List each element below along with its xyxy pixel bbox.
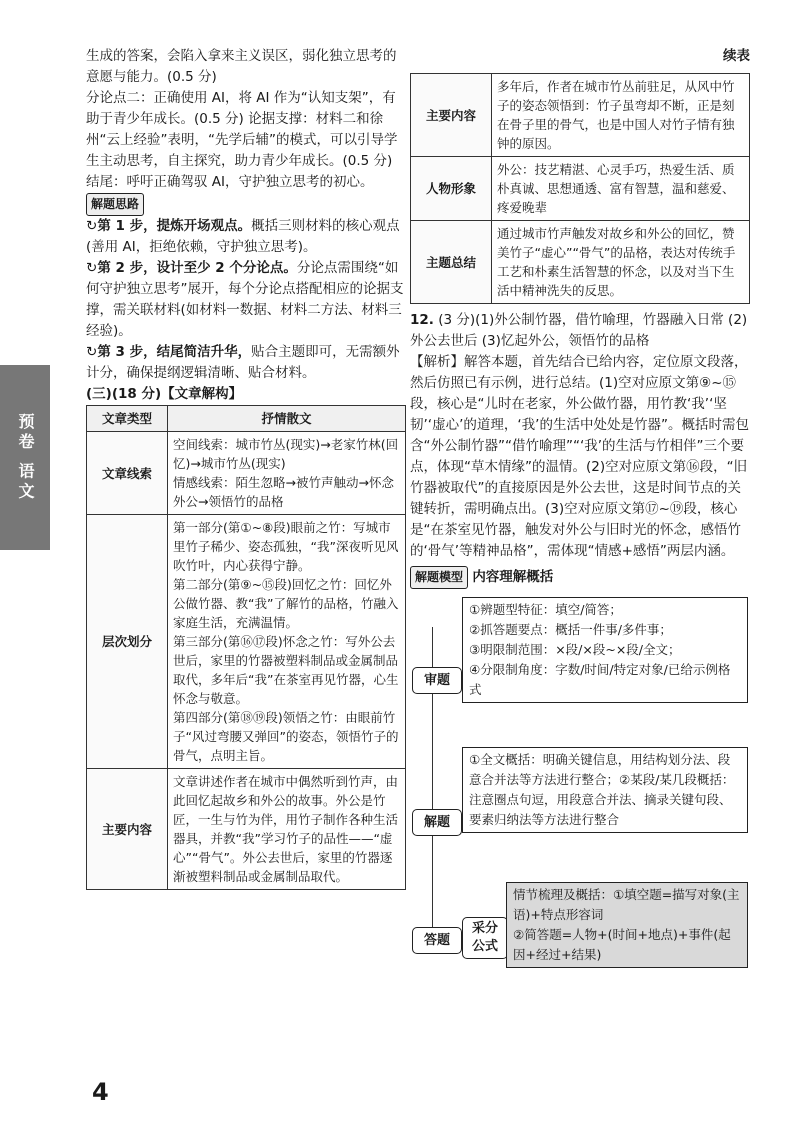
solution-idea-badge: 解题思路 [86,193,144,216]
shenti-line: ①辨题型特征：填空/简答； [469,602,622,617]
shenti-box [462,597,748,703]
method-diagram [410,597,750,987]
table-row [411,221,750,304]
row-text: 第一部分(第①~⑧段)眼前之竹：写城市里竹子稀少、姿态孤独，“我”深夜听见风吹竹叶，内心获得宁静。 第二部分(第⑨~⑮段)回忆之竹：回忆外公做竹器、教“我”了解竹的品格，竹融入家庭生活，充满温情。 第三部分(第⑯⑰段)怀念之竹：写外公去世后，家里的竹器被塑料制品或金属制品取代，多年后“我”在茶室再见竹器，心生怀念与敬意。 第四部分(第⑱⑲段)领悟之竹：由眼前竹子“风过弯腰又弹回”的姿态，领悟竹子的骨气，点明主旨。 [168,515,406,769]
dati-line: ②简答题=人物+(时间+地点)+事件(起因+经过+结果) [513,927,731,962]
step-2-body: 分论点需围绕“如何守护独立思考”展开，每个分论点搭配相应的论据支撑，需关联材料(如材料一数据、材料二方法、材料三经验)。 [86,260,404,339]
answer-paragraph-2: 分论点二：正确使用 AI，将 AI 作为“认知支架”，有助于青少年成长。(0.5 分) 论据支撑：材料二和徐州“云上经验”表明，“先学后辅”的模式，可以引导学生主动思考，自主探究，助力青少年成长。(0.5 分) [86,90,398,169]
row-label: 层次划分 [87,515,168,769]
table-row [87,515,406,769]
row-text: 空间线索：城市竹丛(现实)→老家竹林(回忆)→城市竹丛(现实) 情感线索：陌生忽略→被竹声触动→怀念外公→领悟竹的品格 [168,432,406,515]
answer-paragraph-1: 生成的答案，会陷入拿来主义误区，弱化独立思考的意愿与能力。(0.5 分) [86,48,397,85]
jieti-box [462,747,748,833]
tag-gongshi: 采分公式 [462,917,508,959]
row-label: 主要内容 [87,769,168,890]
row-label: 文章线索 [87,432,168,515]
continued-table [410,73,750,304]
dati-line: 情节梳理及概括：①填空题=描写对象(主语)+特点形容词 [513,887,740,922]
answer-paragraph-3: 结尾：呼吁正确驾驭 AI，守护独立思考的初心。 [86,174,374,190]
shenti-line: ④分限制角度：字数/时间/特定对象/已给示例格式 [469,662,731,697]
method-badge: 解题模型 [410,566,468,589]
question-12-answer: (3 分)(1)外公制竹器，借竹喻理，竹器融入日常 (2)外公去世后 (3)忆起外公，领悟竹的品格 [410,312,748,349]
section-label: (三)(18 分)【文章解构】 [86,386,243,402]
dati-box [506,882,748,968]
step-3-body: 贴合主题即可，无需额外计分，确保提纲逻辑清晰、贴合材料。 [86,344,400,381]
row-text: 通过城市竹声触发对故乡和外公的回忆，赞美竹子“虚心”“骨气”的品格，表达对传统手工艺和朴素生活智慧的怀念，以及对当下生活中精神洗失的反思。 [492,221,750,304]
right-column [410,46,750,987]
continued-label: 续表 [723,48,750,64]
method-header [410,566,750,589]
table-row [411,157,750,221]
tag-dati: 答题 [412,927,462,954]
table-header-type: 文章类型 [87,406,168,432]
row-label: 主题总结 [411,221,492,304]
method-title: 内容理解概括 [472,569,554,585]
left-column [86,46,406,890]
row-text: 外公：技艺精湛、心灵手巧，热爱生活、质朴真诚、思想通透、富有智慧，温和慈爱、疼爱晚辈 [492,157,750,221]
question-12-analysis: 【解析】解答本题，首先结合已给内容，定位原文段落，然后仿照已有示例，进行总结。(1)空对应原文第⑨~⑮段，核心是“儿时在老家，外公做竹器，用竹教‘我’‘坚韧’‘虚心’的道理，‘我’的生活中处处是竹器”。概括时需包含“外公制竹器”“借竹喻理”“‘我’的生活与竹相伴”三个要点，体现“草木情缘”的温情。(2)空对应原文第⑯段，“旧竹器被取代”的直接原因是外公去世，这是时间节点的关键转折，需明确点出。(3)空对应原文第⑰~⑲段，核心是“在茶室见竹器，触发对外公与旧时光的怀念，感悟竹的‘骨气’等精神品格”，需体现“情感+感悟”两层内涵。 [410,354,749,559]
question-number: 12. [410,312,434,328]
question-12 [410,310,750,352]
table-header-row [87,406,406,432]
table-row [87,769,406,890]
table-header-genre: 抒情散文 [168,406,406,432]
tag-jieti: 解题 [412,809,462,836]
table-row [411,74,750,157]
step-2: ↻第 2 步，设计至少 2 个分论点。分论点需围绕“如何守护独立思考”展开，每个分论点搭配相应的论据支撑，需关联材料(如材料一数据、材料二方法、材料三经验)。 [86,260,404,339]
step-3: ↻第 3 步，结尾简洁升华，贴合主题即可，无需额外计分，确保提纲逻辑清晰、贴合材料。 [86,344,400,381]
article-structure-table [86,405,406,890]
jieti-line: ①全文概括：明确关键信息，用结构划分法、段意合并法等方法进行整合；②某段/某几段概括：注意圈点句逗，用段意合并法、摘录关键句段、要素归纳法等方法进行整合 [469,752,735,827]
row-label: 主要内容 [411,74,492,157]
shenti-line: ②抓答题要点：概括一件事/多件事； [469,622,672,637]
row-label: 人物形象 [411,157,492,221]
table-row [87,432,406,515]
tag-shenti: 审题 [412,667,462,694]
row-text: 多年后，作者在城市竹丛前驻足，从风中竹子的姿态领悟到：竹子虽弯却不断，正是刻在骨子里的骨气，也是中国人对竹子情有独钟的原因。 [492,74,750,157]
step-1: ↻第 1 步，提炼开场观点。概括三则材料的核心观点(善用 AI，拒绝依赖，守护独立思考)。 [86,218,400,255]
step-2-title: 第 2 步，设计至少 2 个分论点。 [97,260,297,276]
step-1-title: 第 1 步，提炼开场观点。 [97,218,252,234]
shenti-line: ③明限制范围：×段/×段~×段/全文； [469,642,681,657]
page-number: 4 [92,1078,109,1106]
row-text: 文章讲述作者在城市中偶然听到竹声，由此回忆起故乡和外公的故事。外公是竹匠，一生与竹为伴，用竹子制作各种生活器具，并教“我”学习竹子的品性——“虚心”“骨气”。外公去世后，家里的竹器逐渐被塑料制品或金属制品取代。 [168,769,406,890]
subject-side-tab: 预卷 语文 [0,365,50,550]
step-3-title: 第 3 步，结尾简洁升华， [97,344,252,360]
step-1-body: 概括三则材料的核心观点(善用 AI，拒绝依赖，守护独立思考)。 [86,218,400,255]
